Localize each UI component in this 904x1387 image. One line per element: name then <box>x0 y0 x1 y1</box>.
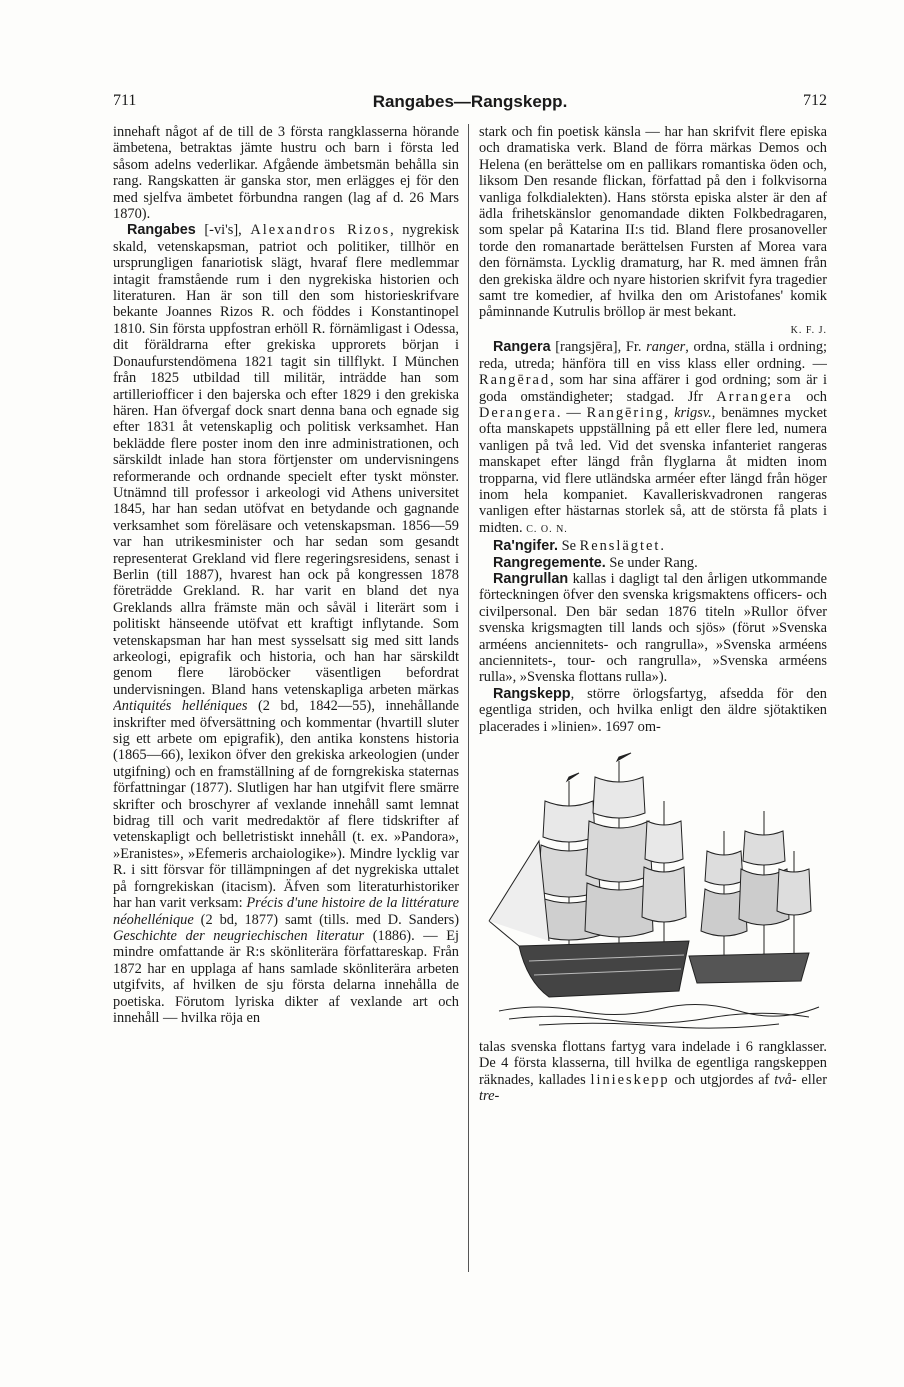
rangabes-continuation: stark och fin poetisk känsla — har han skrifvit flere episka och dramatiska verk. Bland de förra märkas Demos och Helena (en berättelse om en pallikars romantiska öden och, liksom Den resande flickan, författad på den i folkvisorna vanliga folkdialekten). Hans största episka alster är den af ädla frihetskänslor genomandade dikten Folkbedragaren, som spelar på Katarina II:s tid. Bland flere prosanoveller torde den romanartade berättelsen Fursten af Morea vara den förnämsta. Lycklig dramaturg, har R. med ämnen från den grekiska äldre och nyare historien skrifvit fyra tragedier samt tre komedier, af hvilka den om Aristofanes' komik påminnande Kutrulis bröllop är mest bekant. <box>479 124 827 321</box>
person-name: Alexandros Rizos <box>250 222 391 239</box>
page-number-right: 712 <box>803 92 827 109</box>
headword-rangabes: Rangabes <box>127 222 196 239</box>
left-column <box>113 124 459 1274</box>
cross-reference: Arrangera <box>716 388 793 405</box>
cross-reference: Derangera <box>479 404 557 421</box>
work-title: Geschichte der neugriechischen literatur <box>113 927 365 944</box>
headword-rangifer: Ra'ngifer. <box>493 538 558 555</box>
entry-rangera: Rangera [rangsjēra], Fr. ranger, ordna, ställa i ordning; reda, utreda; hänföra till en viss klass eller ordning. — Rangērad, som har sina affärer i god ordning; som är i goda omständigheter; stadgad. Jfr Arrangera och Derangera. — Rangēring, krigsv., benämnes mycket ofta manskapets uppställning på ett eller flere led, numera vanligen på två led. Vid det svenska infanteriet rangeras manskapet efter längd från flyglarna åt midten inom tropparna, vid flere utländska arméer efter längd från höger inom hela kompaniet. Kavalleriskvadronen rangeras vanligen efter hästarnas storlek så, att de största få plats i midten. C. O. N. <box>479 339 827 536</box>
headword-rangregemente: Rangregemente. <box>493 554 606 571</box>
entry-rangskepp: Rangskepp, större örlogsfartyg, afsedda för den egentliga striden, och hvilka enligt den äldre sjötaktiken placerades i »linien». 1697 om- <box>479 685 827 735</box>
author-signature: K. F. J. <box>790 324 827 336</box>
running-title: Rangabes—Rangskepp. <box>372 92 568 111</box>
page-number-left: 711 <box>113 92 137 109</box>
headword-rangskepp: Rangskepp <box>493 685 571 702</box>
work-title: Antiquités helléniques <box>113 698 248 715</box>
rangskepp-continuation: talas svenska flottans fartyg vara indelade i 6 rangklasser. De 4 första klasserna, till hvilka de egentliga rangskeppen räknades, kallades linieskepp och utgjordes af två- eller tre- <box>479 1039 827 1105</box>
author-signature: C. O. N. <box>526 523 568 535</box>
rang-continuation: innehaft något af de till de 3 första rangklasserna hörande ämbetena, betraktas jämte hustru och barn i första led såsom adelns vederlikar. Afgående ämbetsmän behålla sin rang. Rangskatten är ganska stor, men erlägges ej för den med sjelfva ämbetet förbundna rangen (lag af d. 26 Mars 1870). <box>113 124 459 223</box>
work-title: Précis d'une histoire de la littérature néohellénique <box>113 895 459 928</box>
page-header <box>113 92 827 114</box>
ships-of-the-line-illustration <box>479 741 827 1031</box>
entry-rangifer: Ra'ngifer. Se Renslägtet. <box>493 538 664 555</box>
headword-rangrullan: Rangrullan <box>493 570 569 587</box>
cross-reference: Renslägtet <box>579 538 661 555</box>
headword-rangera: Rangera <box>493 339 551 356</box>
entry-rangabes: Rangabes [-vi's], Alexandros Rizos, nygrekisk skald, vetenskapsman, patriot och politiker, tillhör en ursprungligen fanariotisk slägt, hvaraf flere medlemmar intagit framstående rum i den nygrekiska historien och literaturen. Han är son till den som historieskrifvare bekante Joannes Rizos R. och föddes i Konstantinopel 1810. Sin första uppfostran erhöll R. förnämligast i Odessa, dit föräldrarna efter grekiska upprorets början i Donaufurstendömena 1821 tagit sin tillflykt. I München från 1825 utbildad till militär, inträdde han som artilleriofficer i den bajerska och efter 1829 i den grekiska hären. Han öfvergaf dock snart denna bana och egnade sig efter 1831 åt vetenskaplig och politisk verksamhet. Han beklädde flere poster inom den inre administrationen, och särskildt inlade han stora förtjenster om undervisningens reformerande och ordnande specielt efter tyskt mönster. Utnämnd till professor i arkeologi vid Athens universitet 1845, har han sedan utöfvat en betydande och gagnande verksamhet som föreläsare och vetenskapsman. 1856—59 var han utrikesminister och har sedan som gesandt representerat Grekland vid flere regeringsresidens, senast i Berlin (till 1887), hvarest han ock på kongressen 1878 företrädde Grekland. R. har varit en bland det nya Greklands allra främste män och såväl i literärt som i politiskt hänseende utöfvat ett kraftigt inflytande. Som vetenskapsman har han mest sysselsatt sig med sitt lands arkeologi, epigrafik och historia, och han har särskildt genom flere läroböcker väsentligen befordrat undervisningen. Bland hans vetenskapliga arbeten märkas Antiquités helléniques (2 bd, 1842—55), innehållande inskrifter med öfversättning och kommentar (hvartill sluter sig ett arbete om epigrafik), den antika konstens historia (1865—66), lexikon öfver den grekiska arkeologien (under utgifning) och en framställning af de forngrekiska staternas författningar (1877). Slutligen har han utgifvit flere smärre skrifter och broschyrer af vexlande innehåll samt lemnat bidrag till och varit medredaktör af flere tidskrifter af vetenskapligt och belletristiskt innehåll (t. ex. »Pandora», »Eranistes», »Efemeris archaiologike»). Mindre lycklig var R. i sitt försvar för tillämpningen af det nygrekiska uttalet på forngrekiskan (itacism). Äfven som literaturhistoriker har han varit verksam: Précis d'une histoire de la littérature néohellénique (2 bd, 1877) samt (tills. med D. Sanders) Geschichte der neugriechischen literatur (1886). — Ej mindre omfattande är R:s skönliterära författareskap. Från 1872 har en upplaga af hans samlade skönliterära arbeten utgifvits, af hvilken de sju första delarna innehålla de poetiska. Förutom lyriska dikter af vexlande art och innehåll — hvilka röja en <box>113 222 459 1026</box>
column-divider <box>468 124 469 1272</box>
entry-rangregemente: Rangregemente. Se under Rang. <box>493 554 698 571</box>
right-column <box>479 124 827 1274</box>
entry-rangrullan: Rangrullan kallas i dagligt tal den årligen utkommande förteckningen öfver den svenska krigsmaktens officers- och civilpersonal. Den bär sedan 1876 titeln »Rullor öfver svenska krigsmagten till lands och sjös» (förut »Svenska arméens anciennitets- och rangrulla», »Svenska arméens anciennitets-, tour- och rangrulla», »Svenska arméens rulla», »Svenska flottans rulla»). <box>479 570 827 686</box>
